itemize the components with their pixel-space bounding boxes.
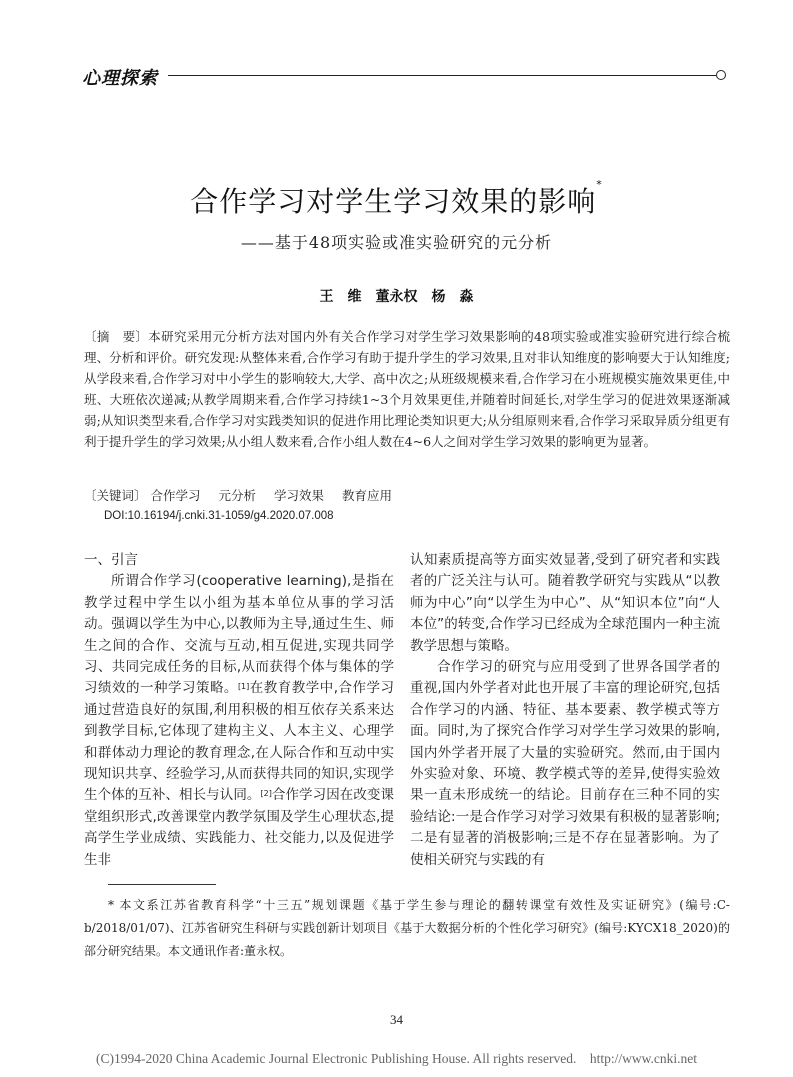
body-column-right	[410, 550, 720, 871]
body-text: 在教育教学中,合作学习通过营造良好的氛围,利用积极的相互依存关系来达到教学目标,它体现了建构主义、人本主义、心理学和群体动力理论的教育理念,在人际合作和互动中实现知识共享、经验学习,从而获得共同的知识,实现学生个体的互补、相长与认同。	[84, 680, 395, 804]
keyword: 元分析	[218, 488, 257, 503]
running-header	[82, 62, 728, 90]
citation-ref[interactable]: [2]	[260, 789, 272, 799]
keywords-tag: 〔关键词〕	[84, 488, 147, 503]
body-paragraph: 合作学习的研究与应用受到了世界各国学者的重视,国内外学者对此也开展了丰富的理论研究,包括合作学习的内涵、特征、基本要素、教学模式等方面。同时,为了探究合作学习对学生学习效果的影响,国内外学者开展了大量的实验研究。然而,由于国内外实验对象、环境、教学模式等的差异,使得实验效果一直未形成统一的结论。目前存在三种不同的实验结论:一是合作学习对学习效果有积极的显著影响;二是有显著的消极影响;三是不存在显著影响。为了使相关研究与实践的有	[410, 659, 720, 868]
keyword: 学习效果	[274, 488, 325, 503]
header-circle-icon	[716, 70, 726, 80]
keyword: 合作学习	[150, 488, 201, 503]
copyright-notice: (C)1994-2020 China Academic Journal Electronic Publishing House. All rights reserved. http://www.cnki.net	[96, 1051, 697, 1066]
citation-ref[interactable]: [1]	[237, 682, 250, 692]
footnote-rule	[108, 884, 216, 885]
title-text: 合作学习对学生学习效果的影响	[190, 185, 597, 218]
article-title	[0, 180, 793, 220]
body-text: 所谓合作学习(cooperative learning),是指在教学过程中学生以小组为基本单位从事的学习活动。强调以学生为中心,以教师为主导,通过生生、师生之间的合作、交流与互动,相互促进,实现共同学习、共同完成任务的目标,从而获得个体与集体的学习绩效的一种学习策略。	[84, 573, 394, 697]
body-paragraph: 认知素质提高等方面实效显著,受到了研究者和实践者的广泛关注与认可。随着教学研究与实践从“以教师为中心”向“以学生为中心”、从“知识本位”向“人本位”的转变,合作学习已经成为全球范围内一种主流教学思想与策略。	[410, 552, 720, 654]
section-tag: 心理探索	[82, 68, 158, 89]
keyword: 教育应用	[342, 488, 393, 503]
authors: 王 维 董永权 杨 淼	[319, 289, 474, 305]
section-heading: 一、引言	[84, 552, 138, 568]
body-paragraph	[84, 571, 394, 871]
doi: DOI:10.16194/j.cnki.31-1059/g4.2020.07.008	[104, 510, 334, 522]
body-text: 合作学习因在改变课堂组织形式,改善课堂内教学氛围及学生心理状态,提高学生学业成绩、实践能力、社交能力,以及促进学生非	[84, 787, 395, 868]
article-subtitle: ——基于48项实验或准实验研究的元分析	[240, 233, 553, 252]
page-number: 34	[390, 1012, 403, 1027]
title-footnote-mark: *	[596, 178, 603, 191]
keywords	[84, 486, 730, 504]
footnote: * 本文系江苏省教育科学“十三五”规划课题《基于学生参与理论的翻转课堂有效性及实证研究》(编号:C-b/2018/01/07)、江苏省研究生科研与实践创新计划项目《基于大数据分析的个性化学习研究》(编号:KYCX18_2020)的部分研究结果。本文通讯作者:董永权。	[84, 898, 730, 958]
abstract-tag: 〔摘 要〕	[84, 329, 149, 344]
body-column-left	[84, 550, 394, 871]
header-rule	[168, 75, 716, 76]
abstract-text: 本研究采用元分析方法对国内外有关合作学习对学生学习效果影响的48项实验或准实验研究进行综合梳理、分析和评价。研究发现:从整体来看,合作学习有助于提升学生的学习效果,且对非认知维度的影响要大于认知维度;从学段来看,合作学习对中小学生的影响较大,大学、高中次之;从班级规模来看,合作学习在小班规模实施效果更佳,中班、大班依次递减;从教学周期来看,合作学习持续1~3个月效果更佳,并随着时间延长,对学生学习的促进效果逐渐减弱;从知识类型来看,合作学习对实践类知识的促进作用比理论类知识更大;从分组原则来看,合作学习采取异质分组更有利于提升学生的学习效果;从小组人数来看,合作小组人数在4~6人之间对学生学习效果的影响更为显著。	[84, 329, 730, 449]
abstract	[84, 326, 730, 452]
